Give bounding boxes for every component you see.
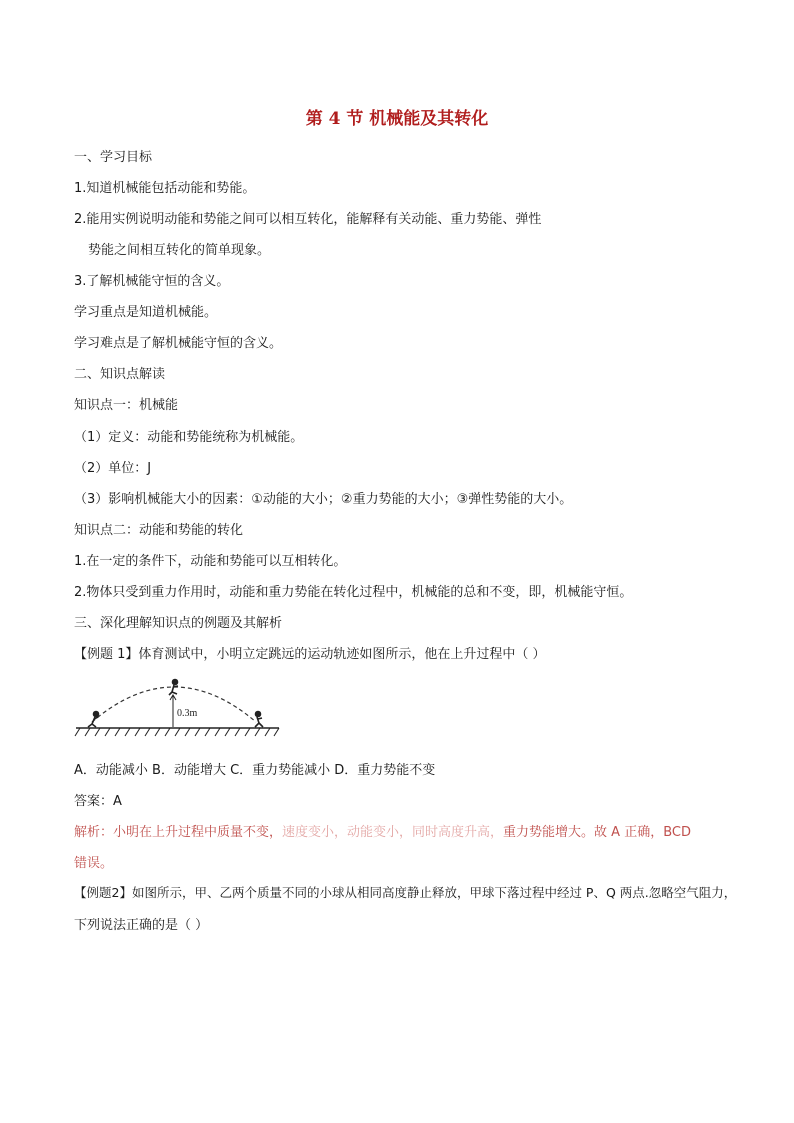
example-1-options: A．动能减小 B．动能增大 C．重力势能减小 D．重力势能不变	[74, 763, 436, 778]
knowledge-1-unit: （2）单位：J	[74, 461, 152, 476]
section-heading-knowledge: 二、知识点解读	[74, 367, 166, 382]
knowledge-2-point-1: 1.在一定的条件下，动能和势能可以互相转化。	[74, 554, 347, 569]
height-label: 0.3m	[177, 708, 198, 719]
knowledge-2-heading: 知识点二：动能和势能的转化	[74, 523, 244, 538]
analysis-part-1: 解析：小明在上升过程中质量不变，	[74, 825, 283, 840]
example-1-answer: 答案：A	[74, 794, 122, 809]
analysis-part-2: 重力势能增大。故 A 正确，BCD	[503, 825, 691, 840]
key-point: 学习重点是知道机械能。	[74, 305, 218, 320]
knowledge-1-heading: 知识点一：机械能	[74, 398, 179, 413]
example-1-question: 【例题 1】体育测试中，小明立定跳远的运动轨迹如图所示，他在上升过程中（ ）	[74, 647, 546, 662]
example-2-question-line-2: 下列说法正确的是（ ）	[74, 918, 209, 933]
goal-1: 1.知道机械能包括动能和势能。	[74, 181, 256, 196]
example-1-analysis-cont: 错误。	[74, 856, 114, 871]
knowledge-2-point-2: 2.物体只受到重力作用时，动能和重力势能在转化过程中，机械能的总和不变，即，机械能守恒。	[74, 585, 633, 600]
section-heading-examples: 三、深化理解知识点的例题及其解析	[74, 616, 283, 631]
goal-2-line-2: 势能之间相互转化的简单现象。	[88, 243, 271, 258]
section-heading-goals: 一、学习目标	[74, 150, 153, 165]
goal-3: 3.了解机械能守恒的含义。	[74, 274, 230, 289]
long-jump-trajectory-figure	[74, 672, 284, 744]
knowledge-1-factors: （3）影响机械能大小的因素：①动能的大小；②重力势能的大小；③弹性势能的大小。	[74, 492, 573, 507]
knowledge-1-definition: （1）定义：动能和势能统称为机械能。	[74, 430, 304, 445]
example-2-question-line-1: 【例题2】如图所示，甲、乙两个质量不同的小球从相同高度静止释放，甲球下落过程中经过 P、Q 两点.忽略空气阻力，	[74, 885, 737, 900]
analysis-faded-part: 速度变小，动能变小，同时高度升高，	[282, 825, 504, 840]
difficult-point: 学习难点是了解机械能守恒的含义。	[74, 336, 283, 351]
example-1-analysis	[74, 821, 691, 840]
page-title: 第 4 节 机械能及其转化	[305, 109, 489, 129]
goal-2-line-1: 2.能用实例说明动能和势能之间可以相互转化，能解释有关动能、重力势能、弹性	[74, 212, 542, 227]
